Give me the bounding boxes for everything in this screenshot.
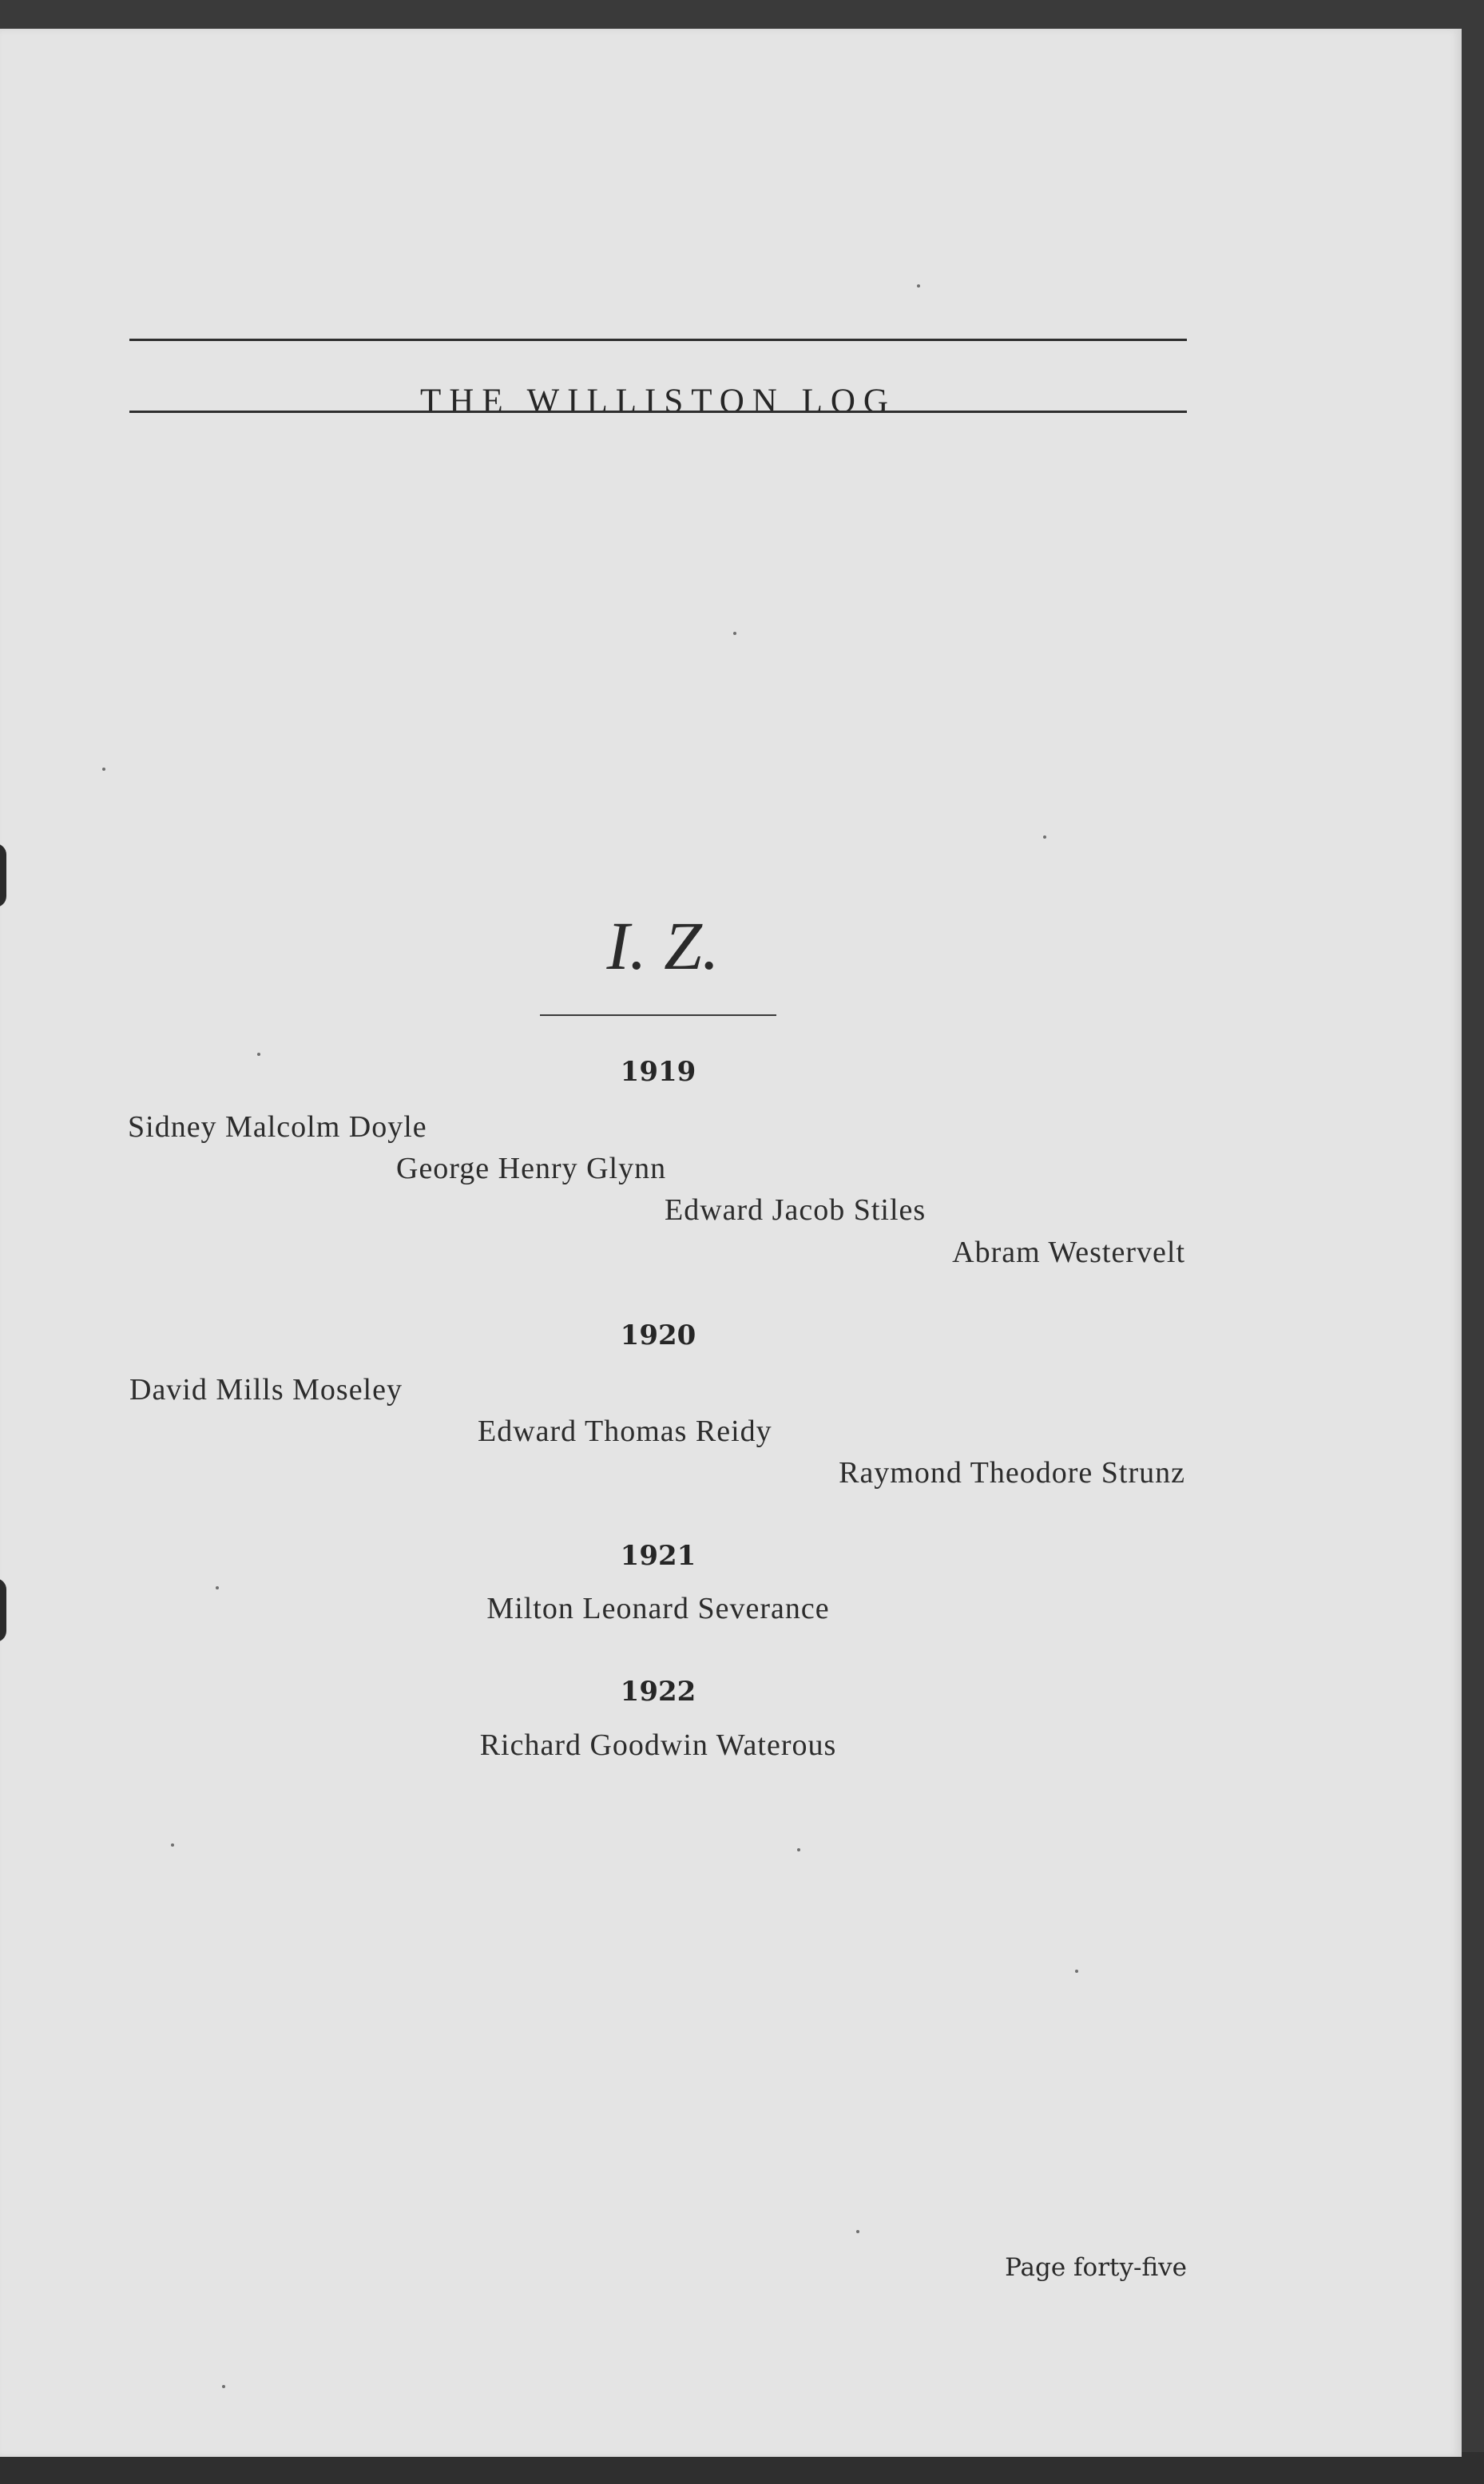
- class-year-1920: 1920: [620, 1319, 696, 1351]
- member-name: Milton Leonard Severance: [486, 1592, 830, 1625]
- scan-background: [0, 2452, 1484, 2484]
- paper-speck: [1075, 1970, 1078, 1973]
- page-number: Page forty-five: [1005, 2253, 1187, 2282]
- paper-speck: [102, 768, 105, 771]
- class-year-1921: 1921: [620, 1540, 696, 1572]
- paper-speck: [797, 1848, 800, 1851]
- header-top-rule: [129, 339, 1187, 341]
- member-name: David Mills Moseley: [129, 1373, 403, 1407]
- member-name: Sidney Malcolm Doyle: [128, 1110, 427, 1144]
- header-bottom-rule: [129, 411, 1187, 413]
- member-name: Richard Goodwin Waterous: [479, 1728, 837, 1762]
- paper-speck: [171, 1843, 174, 1847]
- paper-speck: [856, 2230, 859, 2233]
- paper-speck: [216, 1586, 219, 1589]
- class-year-1922: 1922: [620, 1676, 696, 1708]
- running-header: THE WILLISTON LOG: [420, 383, 896, 420]
- paper-speck: [1043, 835, 1046, 839]
- class-year-1919: 1919: [620, 1056, 696, 1088]
- member-name: Raymond Theodore Strunz: [839, 1456, 1185, 1490]
- paper-speck: [257, 1053, 260, 1056]
- paper-speck: [917, 284, 920, 288]
- paper-speck: [222, 2385, 225, 2388]
- title-underline: [540, 1014, 776, 1016]
- member-name: Abram Westervelt: [952, 1236, 1185, 1269]
- member-name: George Henry Glynn: [396, 1152, 667, 1185]
- book-page: [0, 29, 1462, 2457]
- member-name: Edward Jacob Stiles: [665, 1193, 927, 1227]
- paper-speck: [733, 632, 736, 635]
- binding-hole-mark: [0, 843, 6, 907]
- member-name: Edward Thomas Reidy: [478, 1415, 772, 1448]
- society-title: I. Z.: [606, 907, 720, 984]
